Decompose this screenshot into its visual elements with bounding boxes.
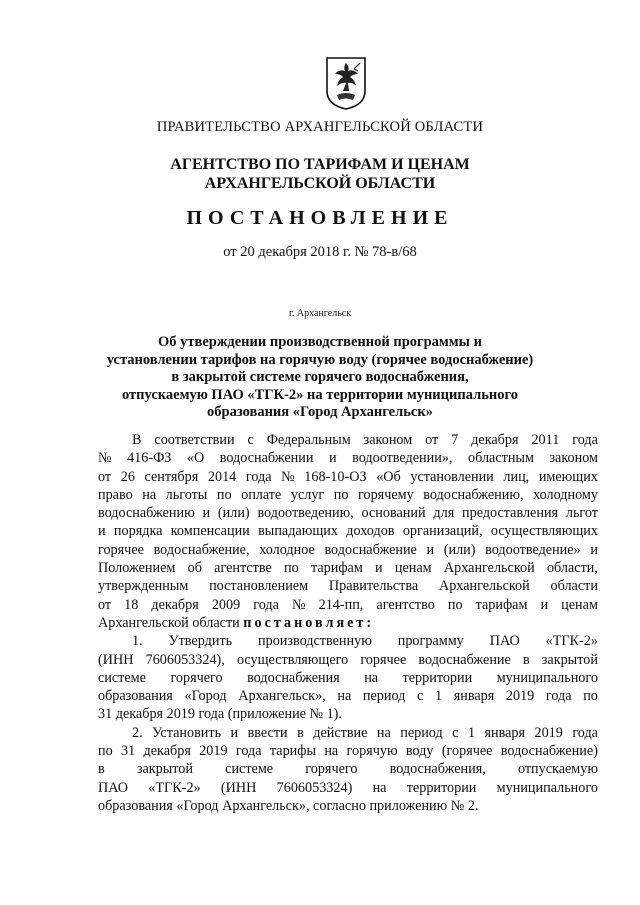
body-word: организаций, [402,523,483,540]
body-word: Федеральным [266,432,351,448]
body-word: областным [467,450,534,467]
body-word: осуществляющего [236,651,349,668]
body-word: 2009 [211,596,241,613]
body-word: (ИНН [220,779,257,796]
body-line [98,577,598,595]
body-word: компенсации [170,523,250,540]
body-word: услуг [290,486,325,503]
body-word: и [590,541,598,558]
body-word: 26 [120,468,135,485]
body-word: водоснабжения [247,669,340,686]
body-word: водоснабжению, [423,486,524,503]
body-word: тарифы [269,743,316,760]
body-word: территории [402,669,473,686]
body-word: В [132,432,142,448]
body-word: водоснабжение [324,541,417,558]
body-word: на [376,724,391,741]
body-word: соответствии [154,432,235,448]
body-word: 31 [121,743,136,760]
government-name: ПРАВИТЕЛЬСТВО АРХАНГЕЛЬСКОЙ ОБЛАСТИ [156,119,484,135]
body-word: предоставления [462,505,559,522]
body-word: доходов [346,523,395,540]
body-word: (горячее [441,743,493,760]
body-line [98,559,598,577]
body-word: системе [225,761,274,778]
body-word: и [426,541,435,558]
body-word: области, [546,560,598,577]
body-word: и [375,560,383,577]
body-word: оплате [241,486,282,503]
body-word: Положением [98,560,176,577]
body-word: и [230,724,239,741]
body-word: отпускаемую [517,761,598,778]
heading-line: Об утверждении производственной программы и [158,334,482,350]
body-word: 2011 [531,432,560,448]
body-word: лиц, [503,468,530,485]
body-word: на [372,779,387,796]
heading-line: отпускаемую ПАО «ТГК-2» на территории муниципального [122,386,518,403]
body-word: тарифам [475,596,528,613]
document-heading [0,334,640,422]
body-word: года [253,596,279,613]
body-word: в [297,724,304,741]
body-word: закрытой [541,651,598,668]
body-word: осуществляющих [490,523,598,540]
body-line [98,651,598,669]
document-date-number: от 20 декабря 2018 г. № 78-в/68 [223,244,417,260]
agency-name [0,155,640,193]
decree-keyword: постановляет: [243,614,375,631]
body-word: 7 [451,432,459,448]
body-word: водоснабжение [418,651,511,668]
body-word: льгот [565,505,598,522]
body-word: по [333,486,349,503]
paragraph-item-1 [98,632,598,705]
body-word: по [583,688,598,705]
body-word: холодное [259,541,315,558]
body-word: программу [397,633,464,650]
body-word: «О [186,450,205,467]
body-word: воду [405,743,434,760]
body-word: от [98,596,112,613]
body-word: льготы [165,486,208,503]
body-line [98,687,598,705]
body-word: от [98,468,112,485]
body-word: области [550,578,598,595]
body-word: ПАО [489,633,520,650]
body-word: образования [98,688,173,705]
body-word: «Город [184,688,227,705]
body-word: водоснабжению [98,505,195,522]
body-word: по [284,560,299,577]
body-line [98,614,598,632]
agency-name-line: АГЕНТСТВО ПО ТАРИФАМ И ЦЕНАМ [170,156,470,173]
body-line [98,522,598,540]
body-word: муниципального [496,779,598,796]
body-word: на [142,486,157,503]
body-word: «ТГК-2» [148,779,201,796]
body-word: горячему [358,486,414,503]
agency-name-line: АРХАНГЕЛЬСКОЙ ОБЛАСТИ [204,175,436,192]
body-line [98,486,598,504]
body-word: водоснабжение, [153,541,250,558]
body-line [98,779,598,797]
body-word: в [522,651,530,668]
body-word: 416-ФЗ [127,450,172,467]
body-word: № [98,450,112,467]
body-word: водоотведению, [257,505,354,522]
body-word: № [292,596,306,613]
body-word: на [364,669,379,686]
body-word: муниципального [496,669,598,686]
body-word: горячую [346,743,398,760]
body-word: водоснабжении [219,450,314,467]
body-word: года [245,468,272,485]
body-word: порядка [113,523,163,540]
body-word: период [400,724,443,741]
body-word: Архангельск», [238,688,326,705]
document-type: ПОСТАНОВЛЕНИЕ [186,207,454,229]
body-word: и [98,523,106,540]
body-word: № [281,468,295,485]
document-city: г. Архангельск [288,308,352,319]
body-word: холодному [533,486,598,503]
body-word: период [362,688,406,705]
body-word: 1 [467,724,476,741]
body-word: производственную [258,633,372,650]
body-word: года [572,432,598,448]
body-line [98,724,598,742]
body-word: декабря [151,596,199,613]
body-word: 2. [132,724,143,741]
body-word: с [452,724,459,741]
body-word: «Об [376,468,401,485]
body-word: горячего [170,669,223,686]
body-word: и [540,596,549,613]
body-line [98,742,598,760]
body-word: «ТГК-2» [545,633,598,650]
body-line [98,504,598,522]
coat-of-arms-emblem [324,55,368,111]
body-word: 7606053324) [276,779,353,796]
body-word: действие [313,724,368,741]
body-word: об [187,560,202,577]
body-word: января [484,724,526,741]
body-word: от [425,432,439,448]
body-word: по [447,596,463,613]
body-word: 1 [434,688,443,705]
body-word: по [216,486,232,503]
body-word: с [247,432,254,448]
body-word: горячее [360,651,407,668]
body-word: утвержденным [98,578,189,595]
body-word: на [337,688,352,705]
body-word: закрытой [136,761,193,778]
body-word: на [324,743,339,760]
body-word: года [235,743,262,760]
body-word: право [98,486,133,503]
body-line [98,596,598,614]
body-word: законом [549,450,598,467]
body-word: ценам [561,596,598,613]
body-word: сентября [144,468,199,485]
body-word: постановлением [209,578,309,595]
body-text: 31 декабря 2019 года (приложение № 1). [98,706,342,723]
body-word: Архангельской [438,578,530,595]
body-word: тарифам [310,560,363,577]
body-text: образования «Город Архангельск», согласно приложению № 2. [98,797,479,814]
body-word: января [453,688,495,705]
body-word: с [417,688,424,705]
body-line [98,449,598,467]
body-word: водоснабжения, [389,761,486,778]
body-line [98,431,598,449]
body-word: декабря [143,743,191,760]
body-word: года [572,724,598,741]
body-word: 2019 [505,688,535,705]
body-text: Архангельской области [98,614,240,631]
body-word: Правительства [328,578,419,595]
body-word: и [328,450,337,467]
body-line [98,797,598,815]
body-word: ПАО [98,779,129,796]
heading-line: образования «Город Архангельск» [207,404,433,420]
document-body [98,431,598,815]
body-line [98,705,598,723]
body-word: территории [406,779,477,796]
body-word: горячего [305,761,358,778]
body-word: по [98,743,113,760]
body-word: установлении [410,468,494,485]
body-word: Архангельской [443,560,535,577]
body-word: агентстве [214,560,272,577]
body-word: имеющих [538,468,598,485]
body-word: водоснабжение) [500,743,598,760]
heading-line: установлении тарифов на горячую воду (горячее водоснабжение) [106,351,534,368]
body-word: оснований [361,505,426,522]
body-word: 1. [132,633,143,650]
paragraph-preamble [98,431,598,614]
body-word: (или) [443,541,476,558]
body-word: Установить [152,724,222,741]
body-word: 214-пп, [318,596,364,613]
body-line [98,468,598,486]
body-word: законом [363,432,413,448]
body-word: и [202,505,211,522]
body-word: 168-10-ОЗ [304,468,367,485]
body-word: ценам [394,560,432,577]
body-word: года [545,688,572,705]
body-word: (или) [217,505,250,522]
paragraph-item-2 [98,724,598,797]
body-word: (ИНН [98,651,134,668]
body-word: ввести [247,724,288,741]
body-word: Утвердить [168,633,233,650]
body-word: декабря [471,432,519,448]
body-word: горячее [98,541,144,558]
body-word: 7606053324), [145,651,225,668]
body-word: 2019 [199,743,228,760]
body-line [98,541,598,559]
body-word: водоотведении», [352,450,453,467]
body-line [98,760,598,778]
body-word: агентство [376,596,435,613]
body-word: 18 [124,596,139,613]
body-word: водоотведение» [485,541,581,558]
body-word: 2014 [207,468,237,485]
body-word: 2019 [534,724,563,741]
heading-line: в закрытой системе горячего водоснабжения, [171,369,469,385]
body-word: выпадающих [258,523,338,540]
body-word: в [98,761,105,778]
body-word: системе [98,669,146,686]
body-line [98,669,598,687]
body-word: для [433,505,455,522]
body-line [98,632,598,650]
